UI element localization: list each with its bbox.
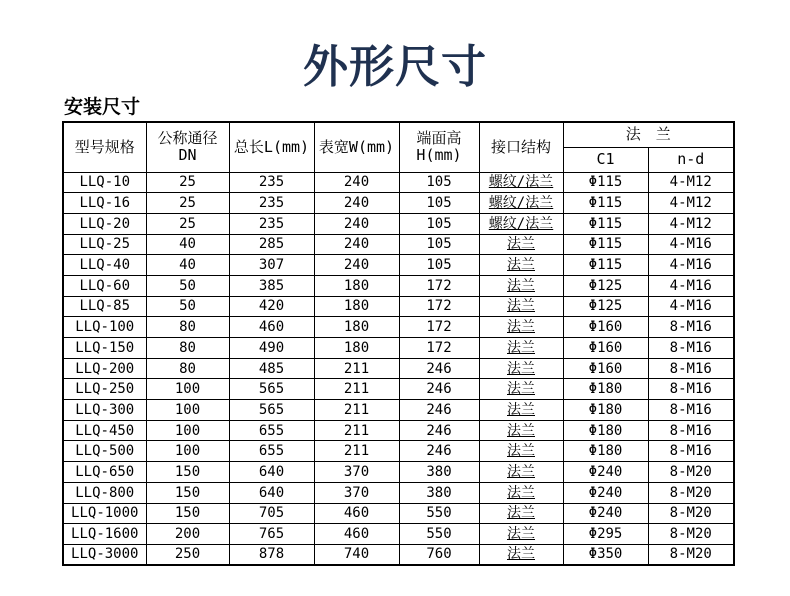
cell-table-width: 370 [314,482,399,503]
cell-dn: 40 [146,234,229,255]
cell-model: LLQ-650 [63,462,146,483]
table-row [63,358,734,379]
cell-flange-c1: Φ240 [563,482,648,503]
cell-total-length: 565 [229,379,314,400]
cell-flange-nd: 8-M20 [648,544,734,565]
cell-face-height: 105 [399,255,479,276]
cell-dn: 80 [146,358,229,379]
cell-flange-nd: 4-M16 [648,234,734,255]
cell-dn: 80 [146,338,229,359]
cell-flange-nd: 8-M20 [648,482,734,503]
cell-interface: 螺纹/法兰 [479,193,563,214]
cell-total-length: 705 [229,503,314,524]
cell-total-length: 307 [229,255,314,276]
table-row [63,255,734,276]
table-row [63,503,734,524]
cell-dn: 50 [146,296,229,317]
cell-interface: 法兰 [479,275,563,296]
cell-flange-nd: 4-M12 [648,193,734,214]
cell-flange-c1: Φ350 [563,544,648,565]
cell-table-width: 180 [314,338,399,359]
cell-total-length: 420 [229,296,314,317]
header-dn-line2: DN [178,146,197,165]
cell-flange-c1: Φ115 [563,193,648,214]
cell-total-length: 385 [229,275,314,296]
cell-model: LLQ-10 [63,172,146,193]
cell-dn: 50 [146,275,229,296]
cell-total-length: 765 [229,524,314,545]
cell-flange-nd: 8-M16 [648,358,734,379]
cell-table-width: 240 [314,234,399,255]
cell-flange-nd: 8-M16 [648,441,734,462]
cell-total-length: 655 [229,441,314,462]
cell-table-width: 370 [314,462,399,483]
cell-flange-c1: Φ115 [563,213,648,234]
cell-table-width: 211 [314,441,399,462]
cell-dn: 80 [146,317,229,338]
cell-interface: 螺纹/法兰 [479,172,563,193]
cell-model: LLQ-450 [63,420,146,441]
cell-model: LLQ-200 [63,358,146,379]
cell-flange-nd: 8-M20 [648,524,734,545]
header-total-length: 总长L(mm) [229,122,314,172]
cell-flange-nd: 4-M12 [648,172,734,193]
cell-dn: 25 [146,213,229,234]
cell-model: LLQ-800 [63,482,146,503]
cell-face-height: 172 [399,296,479,317]
header-table-width: 表宽W(mm) [314,122,399,172]
cell-total-length: 485 [229,358,314,379]
cell-table-width: 180 [314,317,399,338]
cell-table-width: 180 [314,275,399,296]
section-subtitle: 安装尺寸 [64,96,141,118]
cell-dn: 100 [146,400,229,421]
table-row [63,317,734,338]
cell-face-height: 246 [399,420,479,441]
table-row [63,379,734,400]
cell-face-height: 760 [399,544,479,565]
cell-dn: 25 [146,172,229,193]
header-face-height-line1: 端面高 [416,129,462,147]
cell-face-height: 172 [399,317,479,338]
cell-total-length: 640 [229,482,314,503]
cell-face-height: 246 [399,400,479,421]
cell-dn: 25 [146,193,229,214]
cell-model: LLQ-100 [63,317,146,338]
cell-flange-nd: 8-M20 [648,503,734,524]
cell-table-width: 460 [314,503,399,524]
cell-flange-nd: 4-M16 [648,296,734,317]
cell-model: LLQ-20 [63,213,146,234]
cell-total-length: 235 [229,193,314,214]
cell-table-width: 740 [314,544,399,565]
cell-total-length: 640 [229,462,314,483]
cell-model: LLQ-85 [63,296,146,317]
table-row [63,338,734,359]
cell-dn: 40 [146,255,229,276]
cell-dn: 100 [146,379,229,400]
cell-table-width: 211 [314,400,399,421]
cell-flange-nd: 8-M16 [648,400,734,421]
cell-interface: 法兰 [479,420,563,441]
cell-interface: 法兰 [479,296,563,317]
cell-face-height: 550 [399,524,479,545]
cell-model: LLQ-150 [63,338,146,359]
cell-interface: 法兰 [479,482,563,503]
cell-interface: 法兰 [479,503,563,524]
cell-total-length: 878 [229,544,314,565]
cell-model: LLQ-3000 [63,544,146,565]
cell-face-height: 172 [399,338,479,359]
cell-flange-c1: Φ125 [563,275,648,296]
cell-total-length: 235 [229,172,314,193]
cell-face-height: 172 [399,275,479,296]
cell-flange-c1: Φ295 [563,524,648,545]
cell-interface: 法兰 [479,255,563,276]
cell-table-width: 180 [314,296,399,317]
header-flange-nd: n-d [648,147,734,172]
cell-dn: 100 [146,441,229,462]
cell-interface: 法兰 [479,379,563,400]
cell-table-width: 240 [314,193,399,214]
cell-flange-nd: 4-M12 [648,213,734,234]
cell-model: LLQ-1600 [63,524,146,545]
cell-interface: 法兰 [479,400,563,421]
table-row [63,193,734,214]
cell-model: LLQ-250 [63,379,146,400]
cell-dn: 150 [146,503,229,524]
cell-total-length: 460 [229,317,314,338]
cell-flange-c1: Φ115 [563,172,648,193]
header-dn [146,122,229,172]
table-row [63,234,734,255]
cell-flange-c1: Φ240 [563,503,648,524]
cell-face-height: 246 [399,358,479,379]
cell-interface: 法兰 [479,462,563,483]
cell-total-length: 655 [229,420,314,441]
cell-model: LLQ-500 [63,441,146,462]
cell-total-length: 235 [229,213,314,234]
header-model: 型号规格 [63,122,146,172]
cell-face-height: 105 [399,234,479,255]
cell-dn: 250 [146,544,229,565]
table-row [63,441,734,462]
cell-face-height: 246 [399,379,479,400]
cell-flange-c1: Φ180 [563,400,648,421]
cell-flange-c1: Φ160 [563,317,648,338]
cell-flange-nd: 8-M16 [648,317,734,338]
cell-table-width: 240 [314,255,399,276]
table-body [63,172,734,565]
header-face-height [399,122,479,172]
cell-dn: 200 [146,524,229,545]
cell-interface: 法兰 [479,441,563,462]
header-flange-c1: C1 [563,147,648,172]
cell-flange-c1: Φ180 [563,420,648,441]
cell-table-width: 211 [314,358,399,379]
table-row [63,172,734,193]
cell-table-width: 240 [314,172,399,193]
table-row [63,296,734,317]
cell-flange-c1: Φ180 [563,379,648,400]
header-row-top [63,122,734,147]
cell-interface: 法兰 [479,338,563,359]
cell-table-width: 211 [314,379,399,400]
cell-dn: 150 [146,462,229,483]
cell-interface: 法兰 [479,544,563,565]
cell-model: LLQ-25 [63,234,146,255]
table-row [63,213,734,234]
cell-model: LLQ-1000 [63,503,146,524]
cell-interface: 螺纹/法兰 [479,213,563,234]
cell-face-height: 105 [399,213,479,234]
cell-face-height: 246 [399,441,479,462]
cell-flange-nd: 8-M16 [648,420,734,441]
cell-model: LLQ-300 [63,400,146,421]
cell-dn: 100 [146,420,229,441]
cell-face-height: 550 [399,503,479,524]
table-row [63,524,734,545]
cell-table-width: 240 [314,213,399,234]
table-row [63,420,734,441]
cell-model: LLQ-40 [63,255,146,276]
cell-table-width: 460 [314,524,399,545]
cell-face-height: 105 [399,193,479,214]
table-row [63,462,734,483]
dimensions-table [62,121,735,566]
cell-interface: 法兰 [479,234,563,255]
cell-dn: 150 [146,482,229,503]
cell-table-width: 211 [314,420,399,441]
cell-total-length: 285 [229,234,314,255]
header-dn-line1: 公称通径 [157,129,218,147]
cell-total-length: 565 [229,400,314,421]
table-row [63,275,734,296]
cell-face-height: 380 [399,482,479,503]
table-row [63,482,734,503]
page-title: 外形尺寸 [302,40,487,93]
cell-flange-nd: 8-M20 [648,462,734,483]
cell-flange-c1: Φ115 [563,255,648,276]
cell-flange-nd: 4-M16 [648,255,734,276]
cell-model: LLQ-16 [63,193,146,214]
cell-flange-nd: 8-M16 [648,379,734,400]
cell-total-length: 490 [229,338,314,359]
cell-flange-c1: Φ125 [563,296,648,317]
cell-flange-c1: Φ115 [563,234,648,255]
table-row [63,544,734,565]
table-header [63,122,734,172]
header-interface: 接口结构 [479,122,563,172]
cell-interface: 法兰 [479,524,563,545]
table-row [63,400,734,421]
cell-flange-nd: 4-M16 [648,275,734,296]
cell-flange-c1: Φ180 [563,441,648,462]
cell-face-height: 105 [399,172,479,193]
cell-interface: 法兰 [479,317,563,338]
cell-flange-c1: Φ160 [563,358,648,379]
cell-face-height: 380 [399,462,479,483]
cell-flange-c1: Φ240 [563,462,648,483]
header-flange: 法 兰 [563,122,734,147]
cell-flange-nd: 8-M16 [648,338,734,359]
header-face-height-line2: H(mm) [416,146,462,165]
cell-model: LLQ-60 [63,275,146,296]
cell-flange-c1: Φ160 [563,338,648,359]
cell-interface: 法兰 [479,358,563,379]
